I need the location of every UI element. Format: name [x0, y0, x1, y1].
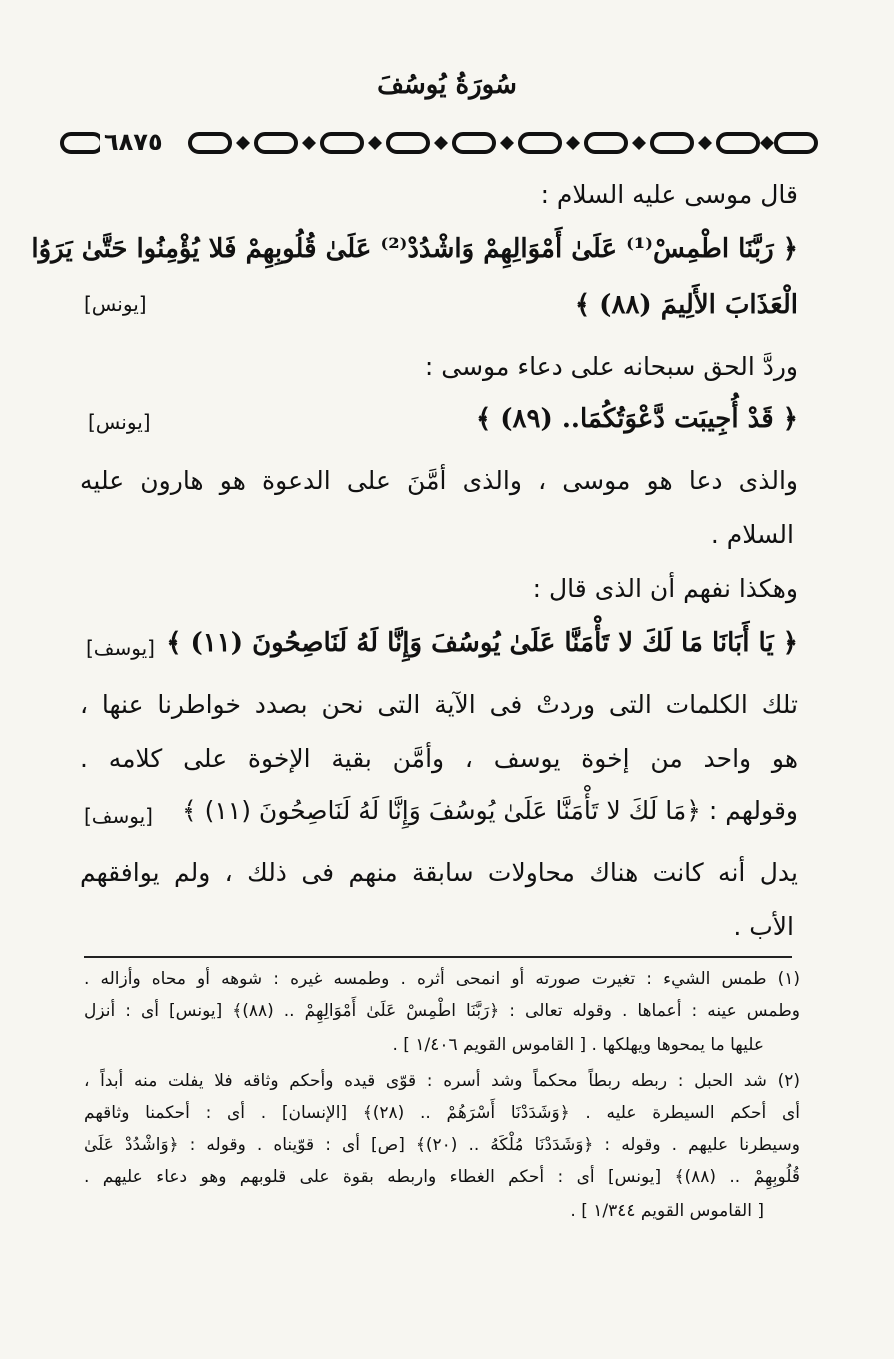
- footnote-1-line-1: (١) طمس الشيء : تغيرت صورته أو انمحى أثره . وطمسه غيره : شوهه أو محاه وأزاله .: [84, 969, 800, 989]
- text-line-9: يدل أنه كانت هناك محاولات سابقة منهم فى ذلك ، ولم يوافقهم: [80, 858, 798, 887]
- footnote-1-line-3: عليها ما يمحوها ويهلكها . [ القاموس القويم ١/٤٠٦ ] .: [392, 1035, 764, 1055]
- footnote-divider: [84, 956, 792, 958]
- footnote-2-line-5: [ القاموس القويم ١/٣٤٤ ] .: [570, 1201, 764, 1221]
- surah-title: سُورَةُ يُوسُفَ: [377, 70, 517, 100]
- verse-line-2: الْعَذَابَ الأَلِيمَ (٨٨) ﴾: [574, 290, 798, 320]
- footnote-2-line-2: أى أحكم السيطرة عليه . ﴿وَشَدَدْنَا أَسْرَهُمْ .. (٢٨)﴾ [الإنسان] . أى : أحكمنا وثاقهم: [84, 1103, 800, 1123]
- text-line-6: تلك الكلمات التى وردتْ فى الآية التى نحن بصدد خواطرنا عنها ،: [80, 690, 798, 719]
- page-number: ٦٨٧٥: [100, 128, 167, 156]
- footnote-2-line-3: وسيطرنا عليهم . وقوله : ﴿وَشَدَدْنَا مُلْكَهُ .. (٢٠)﴾ [ص] أى : قوّيناه . وقوله : ﴿وَاشْدُدْ عَلَىٰ: [84, 1135, 800, 1155]
- text-line-7: هو واحد من إخوة يوسف ، وأمَّن بقية الإخوة على كلامه .: [80, 744, 798, 773]
- text-line-4: السلام .: [710, 520, 794, 549]
- verse-line-3: ﴿ قَدْ أُجِيبَت دَّعْوَتُكُمَا.. (٨٩) ﴾: [475, 404, 798, 434]
- text-line-2: وردَّ الحق سبحانه على دعاء موسى :: [424, 352, 798, 381]
- verse-line-1: ﴿ رَبَّنَا اطْمِسْ⁽¹⁾ عَلَىٰ أَمْوَالِهِمْ وَاشْدُدْ⁽²⁾ عَلَىٰ قُلُوبِهِمْ فَلا يُؤْمِنُوا حَتَّىٰ يَرَوُا: [31, 234, 798, 264]
- footnote-2-line-4: قُلُوبِهِمْ .. (٨٨)﴾ [يونس] أى : أحكم الغطاء واربطه بقوة على قلوبهم وهو دعاء عليهم .: [84, 1167, 800, 1187]
- surah-reference: [يونس]: [88, 410, 151, 434]
- text-line-5: وهكذا نفهم أن الذى قال :: [532, 574, 798, 603]
- text-line-3: والذى دعا هو موسى ، والذى أمَّنَ على الدعوة هو هارون عليه: [80, 466, 798, 495]
- footnote-1-line-2: وطمس عينه : أعماها . وقوله تعالى : ﴿رَبَّنَا اطْمِسْ عَلَىٰ أَمْوَالِهِمْ .. (٨٨)﴾ [يونس] أى : أنزل: [84, 1001, 800, 1021]
- surah-reference: [يونس]: [84, 292, 147, 316]
- surah-reference: [يوسف]: [86, 636, 155, 660]
- text-line-1: قال موسى عليه السلام :: [540, 180, 798, 209]
- surah-reference: [يوسف]: [84, 804, 153, 828]
- verse-line-4: ﴿ يَا أَبَانَا مَا لَكَ لا تَأْمَنَّا عَلَىٰ يُوسُفَ وَإِنَّا لَهُ لَنَاصِحُونَ (١١) ﴾: [166, 628, 798, 658]
- text-line-10: الأب .: [733, 912, 794, 941]
- footnote-2-line-1: (٢) شد الحبل : ربطه ربطاً محكماً وشد أسره : قوّى قيده وأحكم وثاقه فلا يفلت منه أبداً ،: [84, 1071, 800, 1091]
- ornamental-border: [60, 126, 820, 160]
- text-line-8: وقولهم : ﴿مَا لَكَ لا تَأْمَنَّا عَلَىٰ يُوسُفَ وَإِنَّا لَهُ لَنَاصِحُونَ (١١) ﴾: [181, 796, 798, 825]
